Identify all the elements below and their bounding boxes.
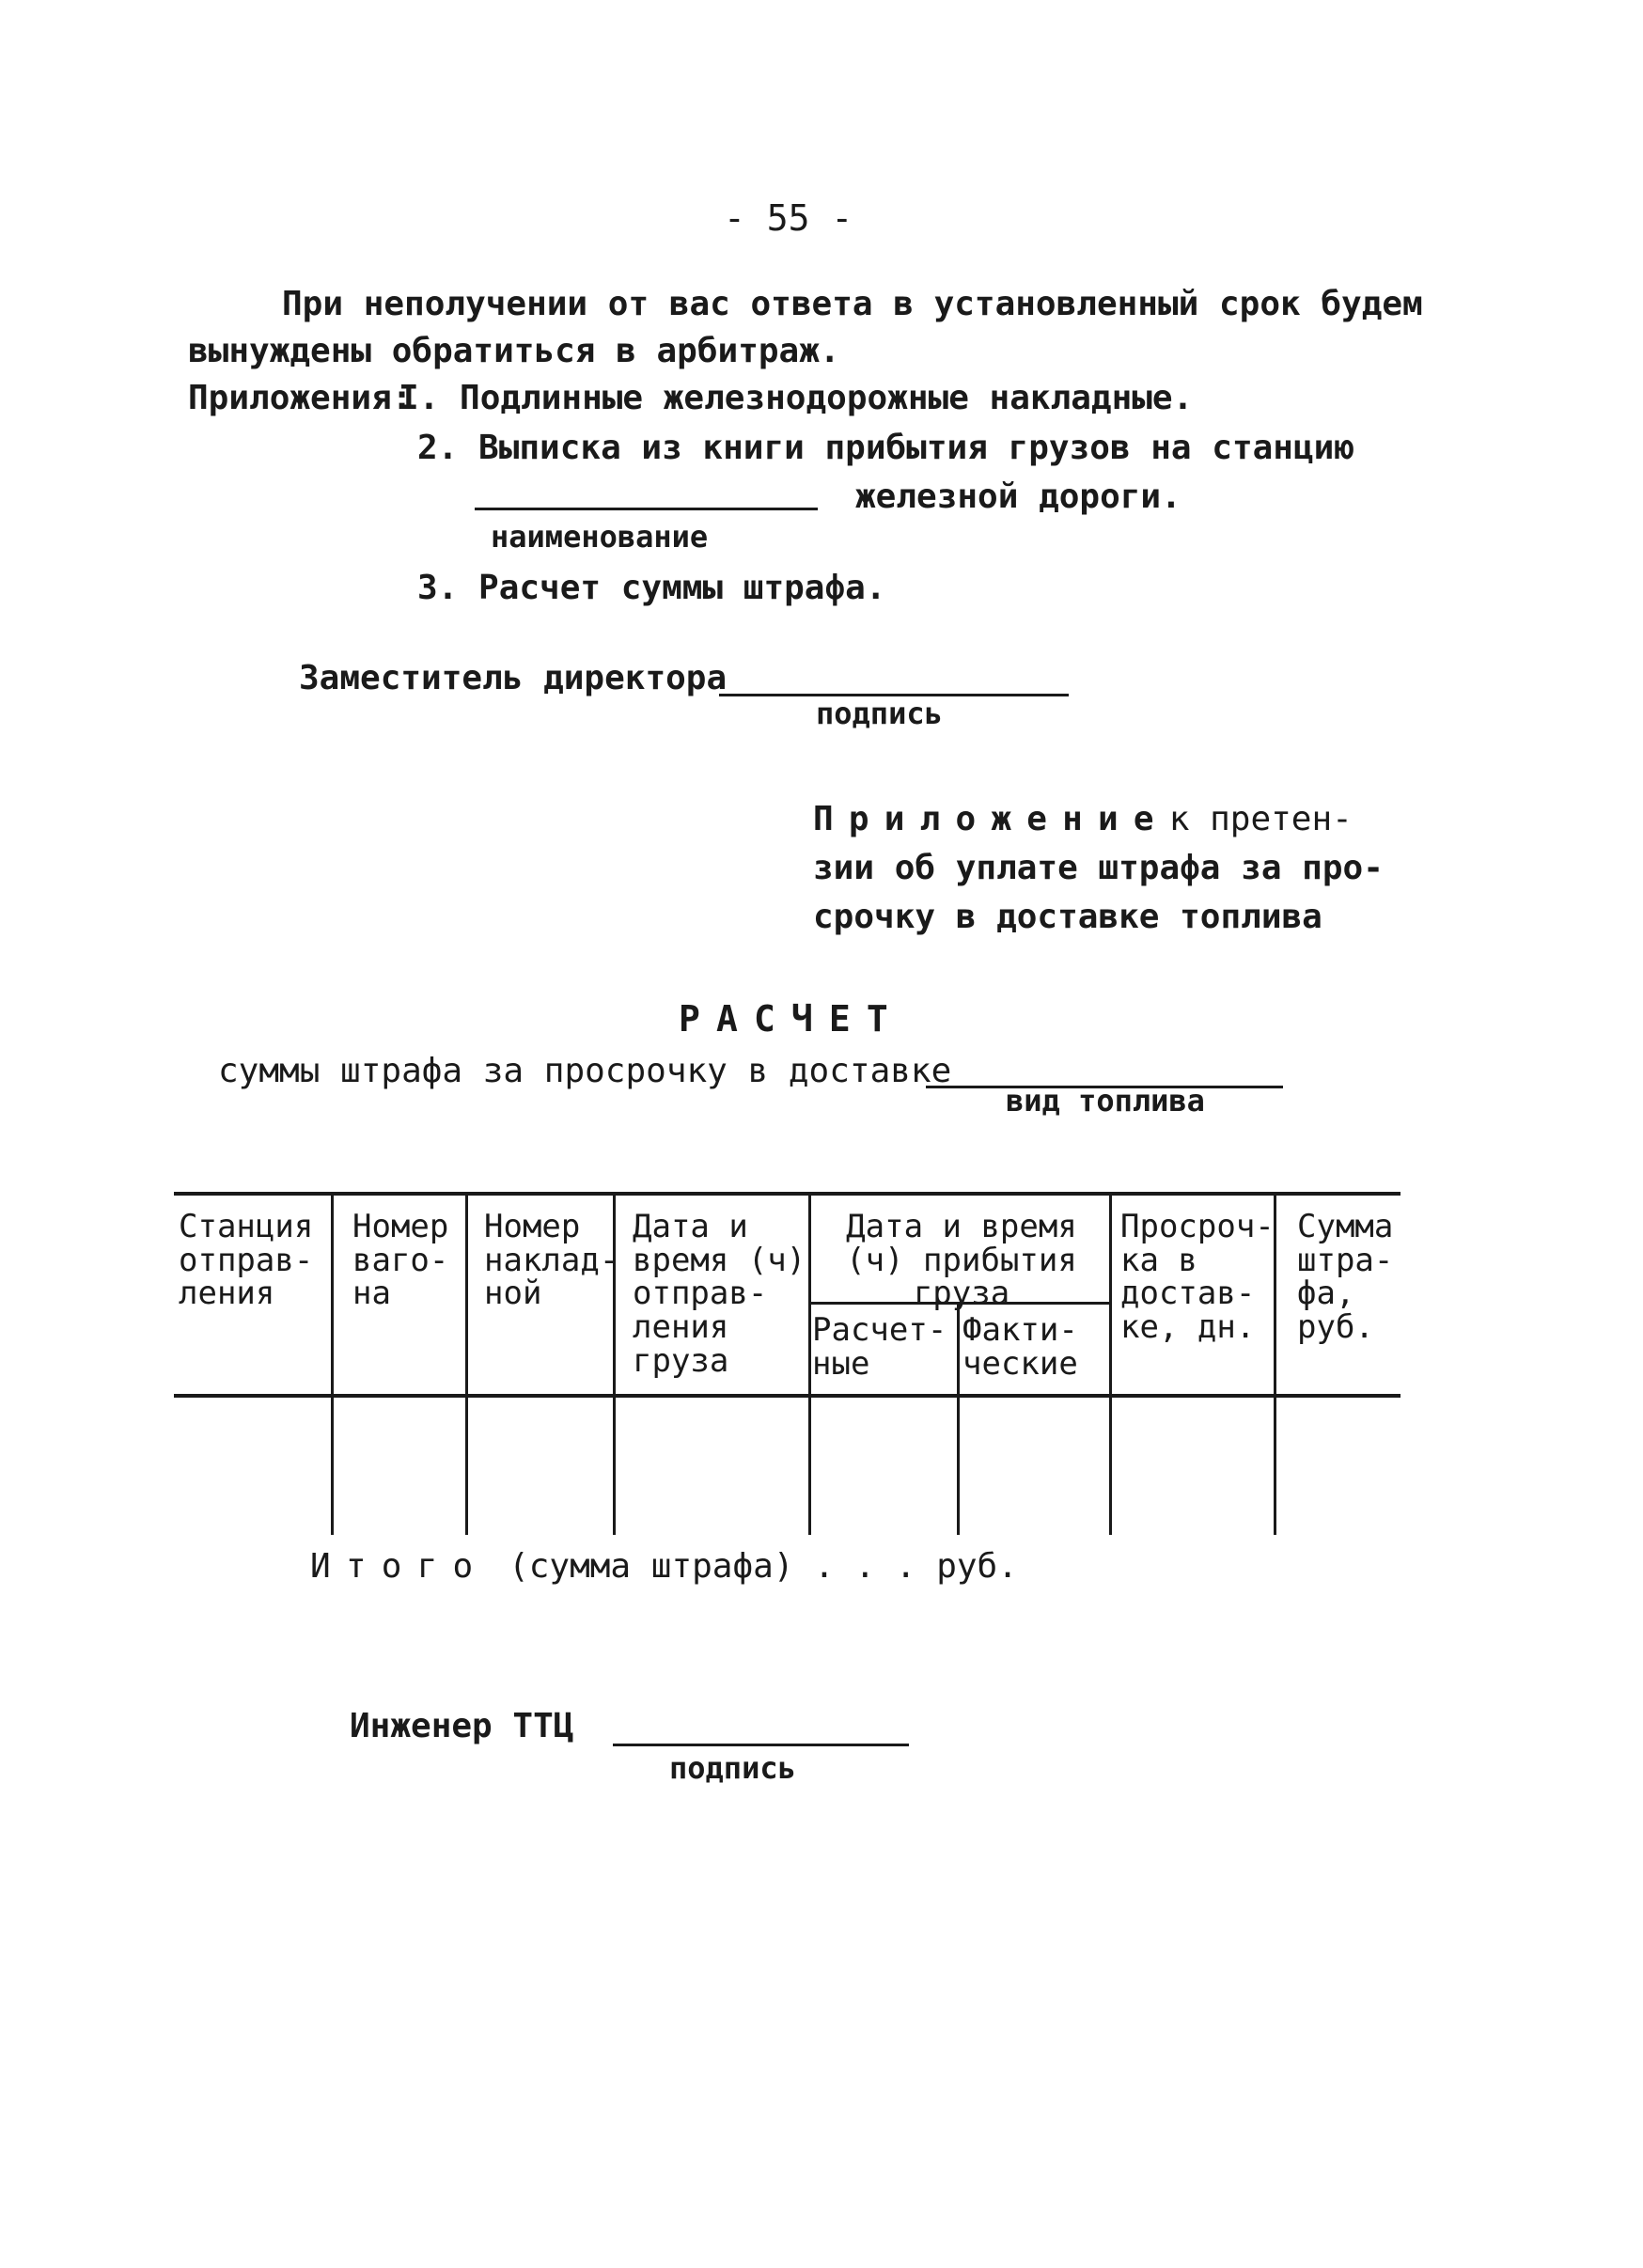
header-arrival-actual xyxy=(962,1311,1078,1383)
engineer-signature-caption: подпись xyxy=(669,1750,796,1786)
header-arrival-calculated xyxy=(812,1311,947,1383)
header-text: ные xyxy=(812,1344,870,1383)
header-text: Просроч- xyxy=(1120,1208,1275,1245)
attachment-3: 3. Расчет суммы штрафа. xyxy=(417,569,886,607)
appendix-note-line-3: срочку в доставке топлива xyxy=(813,898,1322,936)
header-text: ке, дн. xyxy=(1120,1308,1256,1347)
header-text: ческие xyxy=(962,1344,1078,1383)
appendix-note-line-2: зии об уплате штрафа за про- xyxy=(813,849,1384,887)
col-divider-5 xyxy=(957,1302,960,1535)
header-text: ка в xyxy=(1120,1241,1197,1279)
table-header-rule xyxy=(174,1394,1400,1398)
header-text: груза xyxy=(633,1341,729,1380)
header-text: Номер xyxy=(352,1208,449,1245)
attachment-2-continuation: железной дороги. xyxy=(855,477,1181,516)
col-divider-1 xyxy=(331,1192,334,1535)
calculation-title: РАСЧЕТ xyxy=(679,998,904,1040)
header-text: груза xyxy=(913,1275,1010,1313)
header-text: ной xyxy=(484,1275,542,1313)
header-text: штра- xyxy=(1297,1241,1394,1279)
header-text: Дата и время xyxy=(846,1208,1077,1245)
header-text: на xyxy=(352,1275,391,1313)
engineer-title: Инженер ТТЦ xyxy=(350,1707,574,1745)
appendix-word: Приложение xyxy=(813,800,1169,838)
attachments-label: Приложения: xyxy=(188,379,413,417)
page-number: - 55 - xyxy=(724,197,853,239)
header-text: ления xyxy=(633,1308,729,1347)
header-text: фа, xyxy=(1297,1275,1355,1313)
header-text: ваго- xyxy=(352,1241,449,1279)
appendix-line-1-rest: к претен- xyxy=(1168,800,1353,838)
station-name-caption: наименование xyxy=(491,519,709,555)
header-text: отправ- xyxy=(633,1275,768,1313)
paragraph-line-1: При неполучении от вас ответа в установленный срок будем xyxy=(282,285,1423,323)
header-text: наклад- xyxy=(484,1241,619,1279)
header-wagon xyxy=(352,1208,449,1313)
header-text: Сумма xyxy=(1297,1208,1394,1245)
header-text: ления xyxy=(179,1275,275,1313)
header-waybill xyxy=(484,1208,619,1313)
fuel-type-caption: вид топлива xyxy=(1006,1083,1205,1118)
total-label: Итого xyxy=(310,1547,489,1586)
paragraph-line-2: вынуждены обратиться в арбитраж. xyxy=(188,332,840,370)
header-text: Станция xyxy=(179,1208,314,1245)
attachment-2: 2. Выписка из книги прибытия грузов на станцию xyxy=(417,429,1354,467)
header-text: отправ- xyxy=(179,1241,314,1279)
station-name-blank xyxy=(475,508,818,510)
total-line xyxy=(310,1546,1018,1587)
header-text: (ч) прибытия xyxy=(846,1241,1077,1279)
header-text: Номер xyxy=(484,1208,581,1245)
header-text: достав- xyxy=(1120,1275,1256,1313)
signer-signature-caption: подпись xyxy=(816,696,943,731)
col-divider-6 xyxy=(1109,1192,1112,1535)
header-delay xyxy=(1120,1208,1275,1347)
calculation-subtitle: суммы штрафа за просрочку в доставке xyxy=(218,1052,952,1090)
header-station xyxy=(179,1208,314,1313)
attachment-1: I. Подлинные железнодорожные накладные. xyxy=(399,379,1194,417)
header-text: время (ч) xyxy=(633,1241,806,1279)
header-text: руб. xyxy=(1297,1308,1374,1347)
header-dispatch xyxy=(633,1208,806,1380)
header-text: Факти- xyxy=(962,1311,1078,1349)
header-fine xyxy=(1297,1208,1394,1347)
col-divider-4 xyxy=(808,1192,811,1535)
header-arrival xyxy=(825,1208,1098,1313)
total-text: (сумма штрафа) . . . руб. xyxy=(509,1547,1018,1586)
col-divider-2 xyxy=(465,1192,468,1535)
header-text: Расчет- xyxy=(812,1311,947,1349)
signer-title: Заместитель директора xyxy=(299,659,728,697)
appendix-note-line-1 xyxy=(813,799,1353,839)
engineer-signature-line xyxy=(613,1744,909,1746)
header-text: Дата и xyxy=(633,1208,748,1245)
table-top-rule xyxy=(174,1192,1400,1196)
